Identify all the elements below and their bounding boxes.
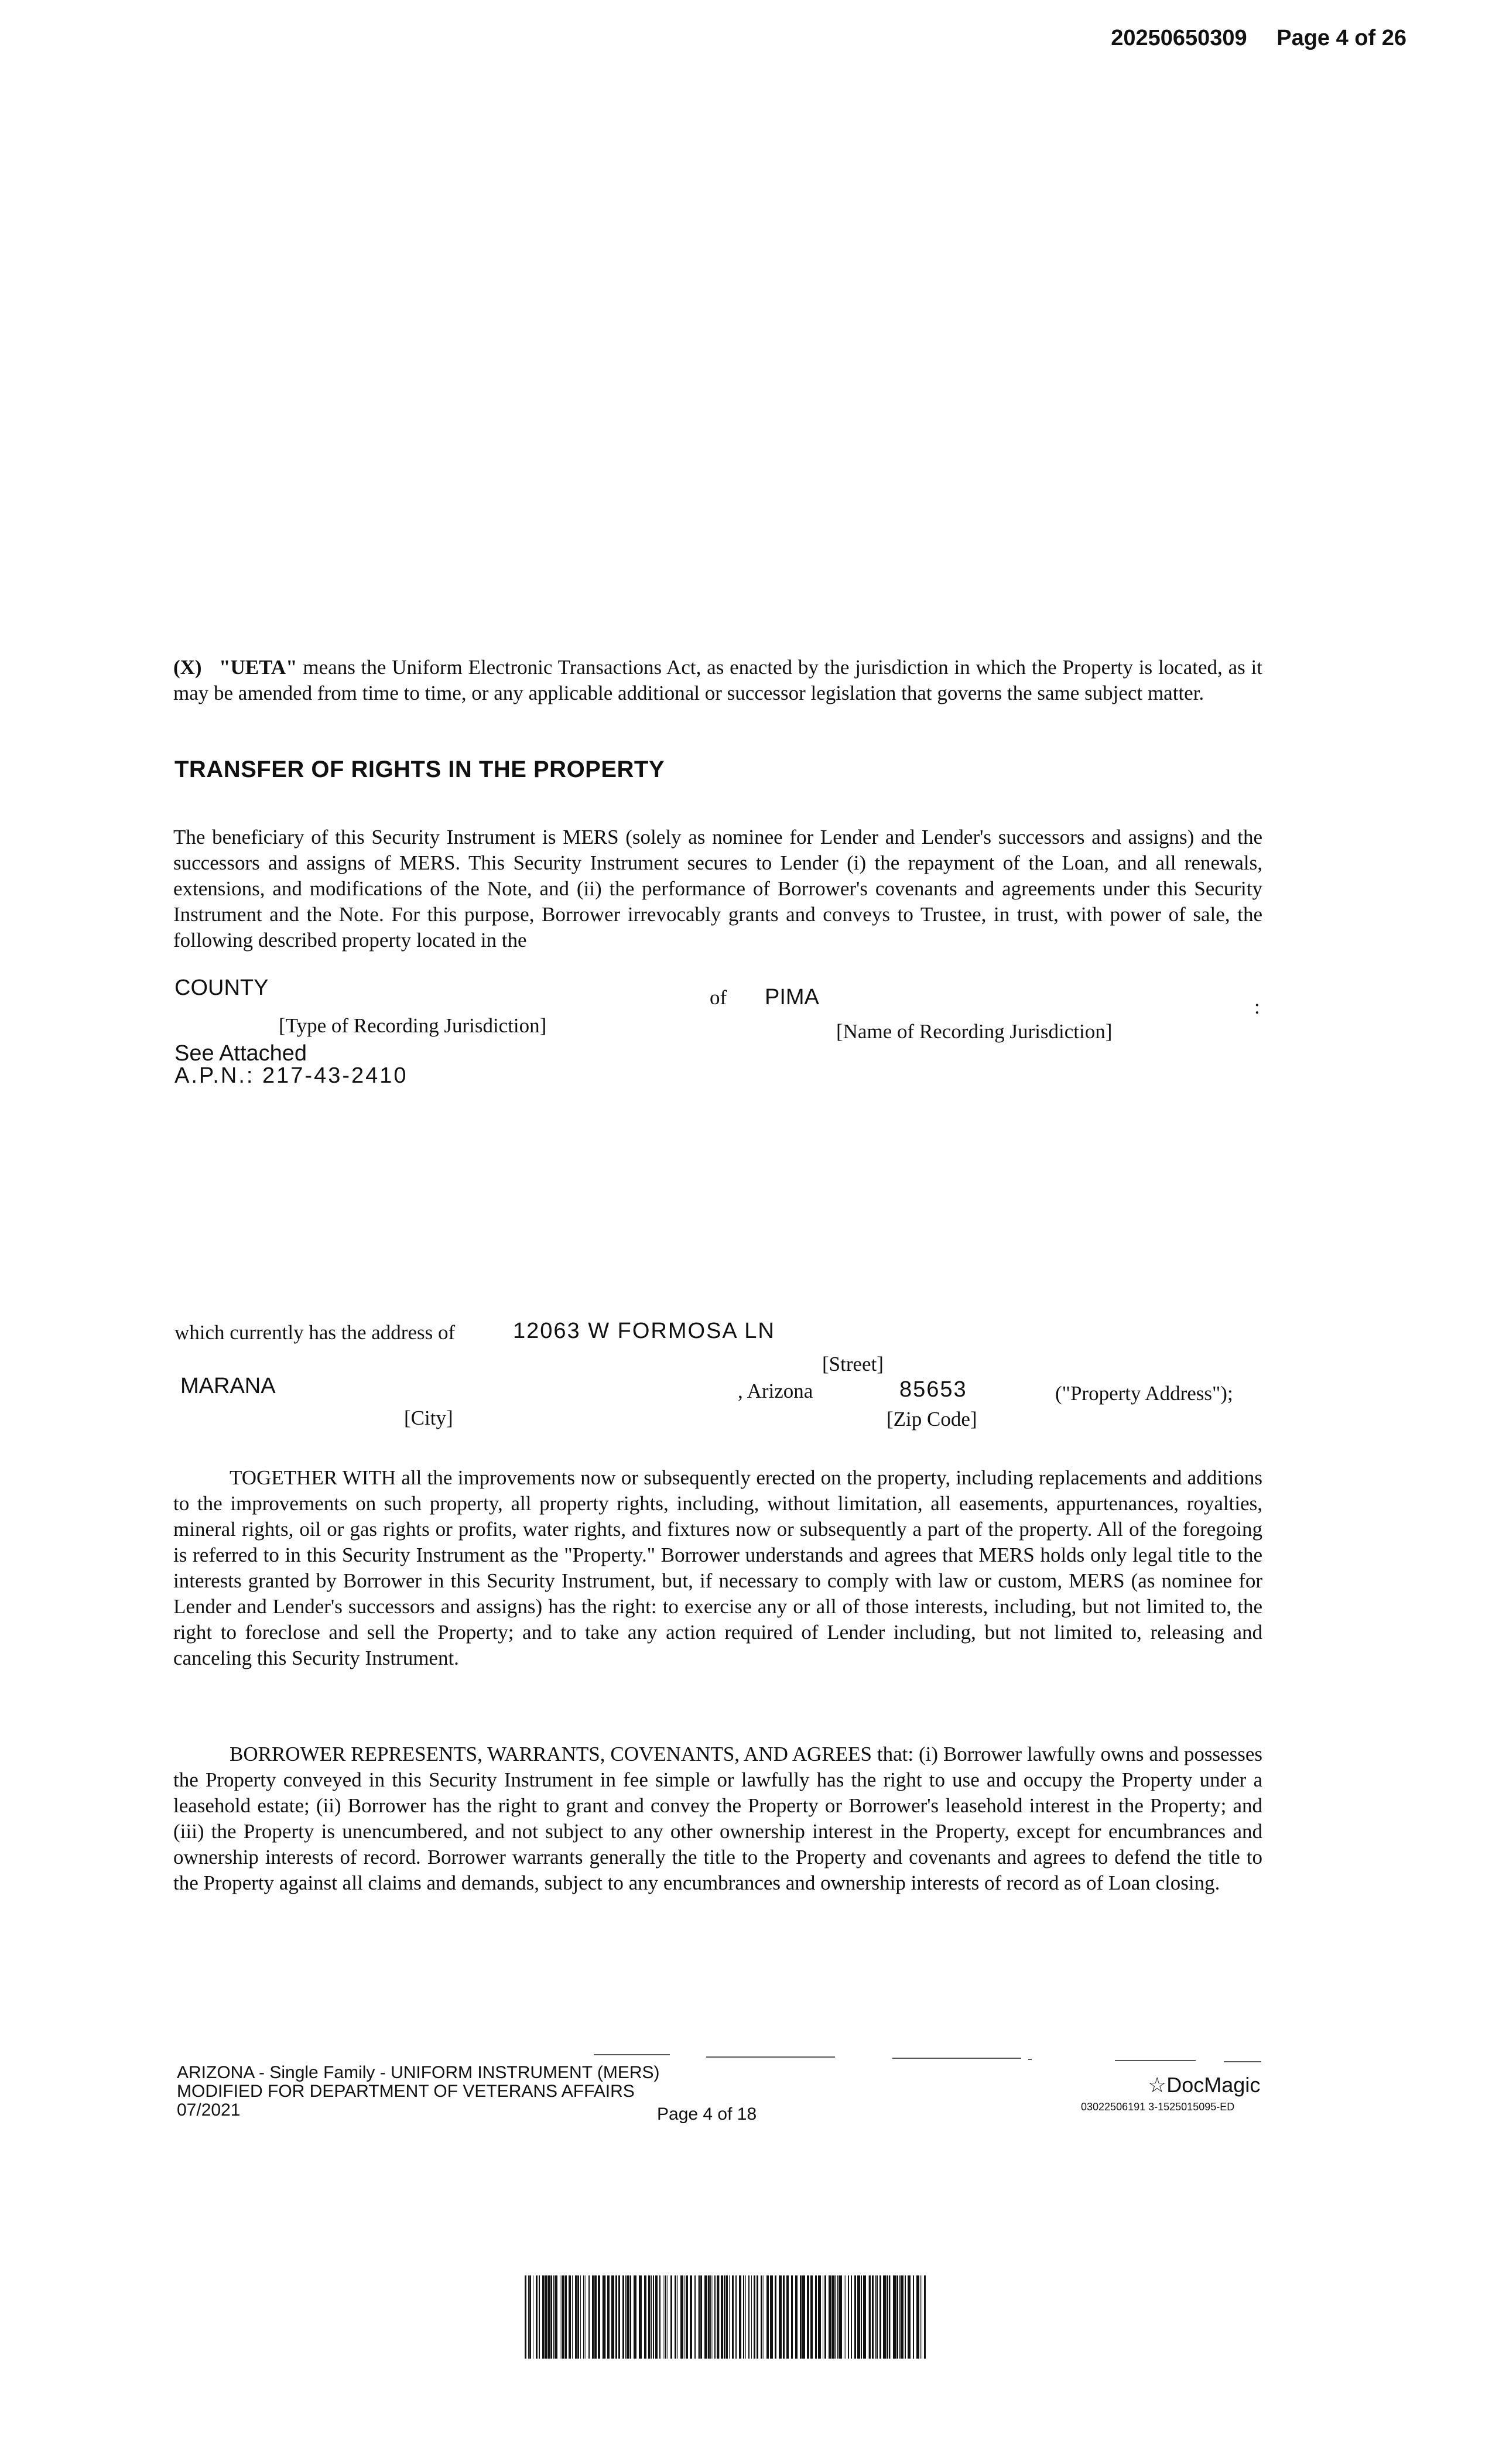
barcode-bar: [704, 2275, 707, 2359]
barcode-bar: [807, 2275, 809, 2359]
barcode-bar: [611, 2275, 614, 2359]
barcode-bar: [913, 2275, 914, 2359]
legal-description-line: See Attached: [174, 1041, 307, 1066]
barcode-bar: [751, 2275, 752, 2359]
barcode-bar: [810, 2275, 813, 2359]
barcode-bar: [863, 2275, 866, 2359]
street-value: 12063 W FORMOSA LN: [513, 1319, 775, 1343]
ueta-definition: [173, 655, 1262, 706]
barcode-bar: [572, 2275, 573, 2359]
barcode-bar: [680, 2275, 683, 2359]
barcode-bar: [594, 2275, 597, 2359]
footer-rule: [594, 2054, 670, 2055]
barcode-bar: [908, 2275, 911, 2359]
barcode-bar: [598, 2275, 600, 2359]
barcode-bar: [818, 2275, 821, 2359]
barcode-bar: [699, 2275, 700, 2359]
barcode-bar: [739, 2275, 741, 2359]
barcode-bar: [670, 2275, 672, 2359]
apn-line: A.P.N.: 217-43-2410: [174, 1063, 408, 1088]
barcode-bar: [690, 2275, 692, 2359]
footer-rule: [892, 2058, 1021, 2059]
transfer-paragraph: The beneficiary of this Security Instrument is MERS (solely as nominee for Lender and Lender's successors and assigns) and the successors and assigns of MERS. This Security Instrument secures to Lender (i) the repayment of the Loan, and all renewals, extensions, and modifications of the Note, and (ii) the performance of Borrower's covenants and agreements under this Security Instrument and the Note. For this purpose, Borrower irrevocably grants and conveys to Trustee, in trust, with power of sale, the following described property located in the: [173, 826, 1262, 952]
ueta-label: (X): [173, 656, 202, 679]
barcode-bar: [627, 2275, 629, 2359]
barcode-bar: [665, 2275, 666, 2359]
barcode-bar: [565, 2275, 567, 2359]
barcode-bar: [854, 2275, 856, 2359]
recording-number: 20250650309: [1111, 26, 1247, 50]
barcode-bar: [630, 2275, 631, 2359]
barcode-bar: [625, 2275, 627, 2359]
barcode-bar: [724, 2275, 725, 2359]
barcode-bar: [831, 2275, 834, 2359]
barcode-bar: [714, 2275, 716, 2359]
barcode-bar: [562, 2275, 564, 2359]
barcode-bar: [899, 2275, 901, 2359]
barcode-bar: [602, 2275, 603, 2359]
barcode-bar: [924, 2275, 926, 2359]
barcode-bar: [893, 2275, 896, 2359]
barcode-bar: [766, 2275, 769, 2359]
docmagic-logo: [1148, 2073, 1260, 2097]
barcode-bar: [648, 2275, 650, 2359]
barcode-bar: [748, 2275, 749, 2359]
barcode-bar: [745, 2275, 746, 2359]
section-heading: TRANSFER OF RIGHTS IN THE PROPERTY: [174, 757, 665, 782]
barcode-bar: [916, 2275, 919, 2359]
barcode-bar: [653, 2275, 654, 2359]
barcode-bar: [754, 2275, 755, 2359]
jurisdiction-name-label: [Name of Recording Jurisdiction]: [836, 1020, 1113, 1043]
barcode-bar: [848, 2275, 849, 2359]
barcode-bar: [783, 2275, 785, 2359]
borrower-covenants-paragraph: BORROWER REPRESENTS, WARRANTS, COVENANTS, AND AGREES that: (i) Borrower lawfully owns and possesses the Property conveyed in this Security Instrument in fee simple or lawfully has the right to use and occupy the Property under a leasehold estate; (ii) Borrower has the right to grant and convey the Property or Borrower's leasehold interest in the Property; and (iii) the Property is unencumbered, and not subject to any other ownership interest in the Property, except for encumbrances and ownership interests of record. Borrower warrants generally the title to the Property and covenants and agrees to defend the title to the Property against all claims and demands, subject to any encumbrances and ownership interests of record as of Loan closing.: [173, 1743, 1262, 1894]
footer-form-title: ARIZONA - Single Family - UNIFORM INSTRUMENT (MERS): [177, 2063, 660, 2082]
barcode-bar: [698, 2275, 699, 2359]
barcode-bar: [757, 2275, 758, 2359]
barcode-bar: [536, 2275, 538, 2359]
barcode-bar: [779, 2275, 782, 2359]
barcode-bar: [879, 2275, 881, 2359]
barcode-bar: [837, 2275, 839, 2359]
barcode-bar: [547, 2275, 550, 2359]
barcode-bar: [569, 2275, 571, 2359]
barcode-bar: [775, 2275, 776, 2359]
barcode-bar: [634, 2275, 636, 2359]
barcode-bar: [869, 2275, 871, 2359]
footer-rule: [1224, 2061, 1261, 2062]
barcode-bar: [901, 2275, 903, 2359]
barcode-bar: [618, 2275, 620, 2359]
barcode-bar: [675, 2275, 676, 2359]
barcode-bar: [694, 2275, 696, 2359]
ueta-text: means the Uniform Electronic Transactions Act, as enacted by the jurisdiction in which the Property is located, as it may be amended from time to time, or any applicable additional or successor legislation that governs the same subject matter.: [173, 656, 1263, 704]
together-with-paragraph: TOGETHER WITH all the improvements now or subsequently erected on the property, including replacements and additions to the improvements on such property, all property rights, including, without limitation, all easements, appurtenances, royalties, mineral rights, oil or gas rights or profits, water rights, and fixtures now or subsequently a part of the property. All of the foregoing is referred to in this Security Instrument as the "Property." Borrower understands and agrees that MERS holds only legal title to the interests granted by Borrower in this Security Instrument, but, if necessary to comply with law or custom, MERS (as nominee for Lender and Lender's successors and assigns) has the right: to exercise any or all of those interests, including, but not limited to, the right to foreclose and sell the Property; and to take any action required of Lender including, but not limited to, releasing and canceling this Security Instrument.: [173, 1466, 1262, 1669]
barcode-bar: [700, 2275, 702, 2359]
barcode-bar: [743, 2275, 744, 2359]
property-address-label: ("Property Address");: [1055, 1382, 1233, 1405]
barcode-bar: [550, 2275, 552, 2359]
barcode-bar: [861, 2275, 862, 2359]
barcode-bar: [824, 2275, 826, 2359]
jurisdiction-name-value: PIMA: [765, 985, 819, 1009]
barcode-bar: [639, 2275, 642, 2359]
barcode-bar: [577, 2275, 579, 2359]
jurisdiction-type-value: COUNTY: [174, 976, 269, 1000]
barcode-bar: [580, 2275, 581, 2359]
barcode-bar: [920, 2275, 921, 2359]
barcode-bar: [555, 2275, 557, 2359]
barcode-bar: [761, 2275, 762, 2359]
barcode-bar: [795, 2275, 798, 2359]
barcode-bar: [883, 2275, 886, 2359]
barcode-bar: [528, 2275, 529, 2359]
barcode-bar: [659, 2275, 660, 2359]
legal-description: [174, 1042, 408, 1087]
street-label: [Street]: [822, 1353, 884, 1375]
header-page-number: Page 4 of 26: [1276, 26, 1406, 50]
jurisdiction-colon: :: [1254, 995, 1260, 1018]
barcode-bar: [553, 2275, 554, 2359]
document-header: [1111, 26, 1406, 51]
barcode-bar: [542, 2275, 545, 2359]
barcode-bar: [815, 2275, 817, 2359]
barcode-bar: [905, 2275, 906, 2359]
barcode-bar: [786, 2275, 789, 2359]
barcode-bar: [708, 2275, 710, 2359]
ueta-term: "UETA": [219, 656, 297, 679]
barcode-bar: [802, 2275, 805, 2359]
barcode-bar: [592, 2275, 594, 2359]
zip-label: [Zip Code]: [887, 1408, 977, 1431]
barcode-bar: [539, 2275, 540, 2359]
barcode-bar: [710, 2275, 711, 2359]
barcode-bar: [877, 2275, 878, 2359]
barcode-bar: [721, 2275, 723, 2359]
footer-form-date: 07/2021: [177, 2100, 241, 2120]
document-barcode: [525, 2275, 929, 2359]
barcode-bar: [655, 2275, 658, 2359]
barcode-bar: [651, 2275, 652, 2359]
jurisdiction-type-label: [Type of Recording Jurisdiction]: [279, 1014, 547, 1037]
barcode-bar: [851, 2275, 852, 2359]
barcode-bar: [583, 2275, 584, 2359]
barcode-bar: [729, 2275, 730, 2359]
barcode-bar: [857, 2275, 860, 2359]
barcode-bar: [545, 2275, 547, 2359]
barcode-bar: [732, 2275, 734, 2359]
barcode-bar: [622, 2275, 624, 2359]
barcode-bar: [588, 2275, 590, 2359]
footer-rule: [706, 2056, 835, 2058]
footer-rule: [1028, 2059, 1032, 2060]
zip-value: 85653: [899, 1377, 967, 1402]
barcode-bar: [525, 2275, 526, 2359]
barcode-bar: [615, 2275, 617, 2359]
barcode-bar: [726, 2275, 728, 2359]
barcode-bar: [829, 2275, 831, 2359]
star-icon: ☆: [1148, 2073, 1167, 2097]
state-value: , Arizona: [738, 1380, 813, 1402]
barcode-bar: [800, 2275, 802, 2359]
barcode-bar: [872, 2275, 874, 2359]
footer-rule: [1115, 2060, 1196, 2061]
footer-page-number: Page 4 of 18: [657, 2104, 757, 2124]
barcode-bar: [677, 2275, 678, 2359]
barcode-bar: [889, 2275, 890, 2359]
city-value: MARANA: [180, 1374, 276, 1398]
barcode-bar: [735, 2275, 737, 2359]
barcode-bar: [887, 2275, 888, 2359]
barcode-bar: [896, 2275, 898, 2359]
address-intro: which currently has the address of: [174, 1321, 456, 1344]
barcode-bar: [791, 2275, 793, 2359]
barcode-bar: [770, 2275, 773, 2359]
barcode-bar: [644, 2275, 646, 2359]
barcode-bar: [605, 2275, 606, 2359]
barcode-bar: [717, 2275, 719, 2359]
barcode-bar: [603, 2275, 605, 2359]
form-footer: [177, 2063, 660, 2120]
barcode-bar: [686, 2275, 688, 2359]
barcode-bar: [834, 2275, 836, 2359]
city-label: [City]: [404, 1406, 453, 1429]
barcode-bar: [575, 2275, 577, 2359]
footer-form-modifier: MODIFIED FOR DEPARTMENT OF VETERANS AFFAIRS: [177, 2082, 635, 2101]
barcode-bar: [529, 2275, 531, 2359]
docmagic-code: 03022506191 3-1525015095-ED: [1081, 2101, 1235, 2113]
docmagic-brand: DocMagic: [1166, 2073, 1261, 2097]
jurisdiction-of-word: of: [710, 986, 727, 1009]
barcode-bar: [839, 2275, 842, 2359]
barcode-bar: [875, 2275, 877, 2359]
barcode-bar: [607, 2275, 610, 2359]
